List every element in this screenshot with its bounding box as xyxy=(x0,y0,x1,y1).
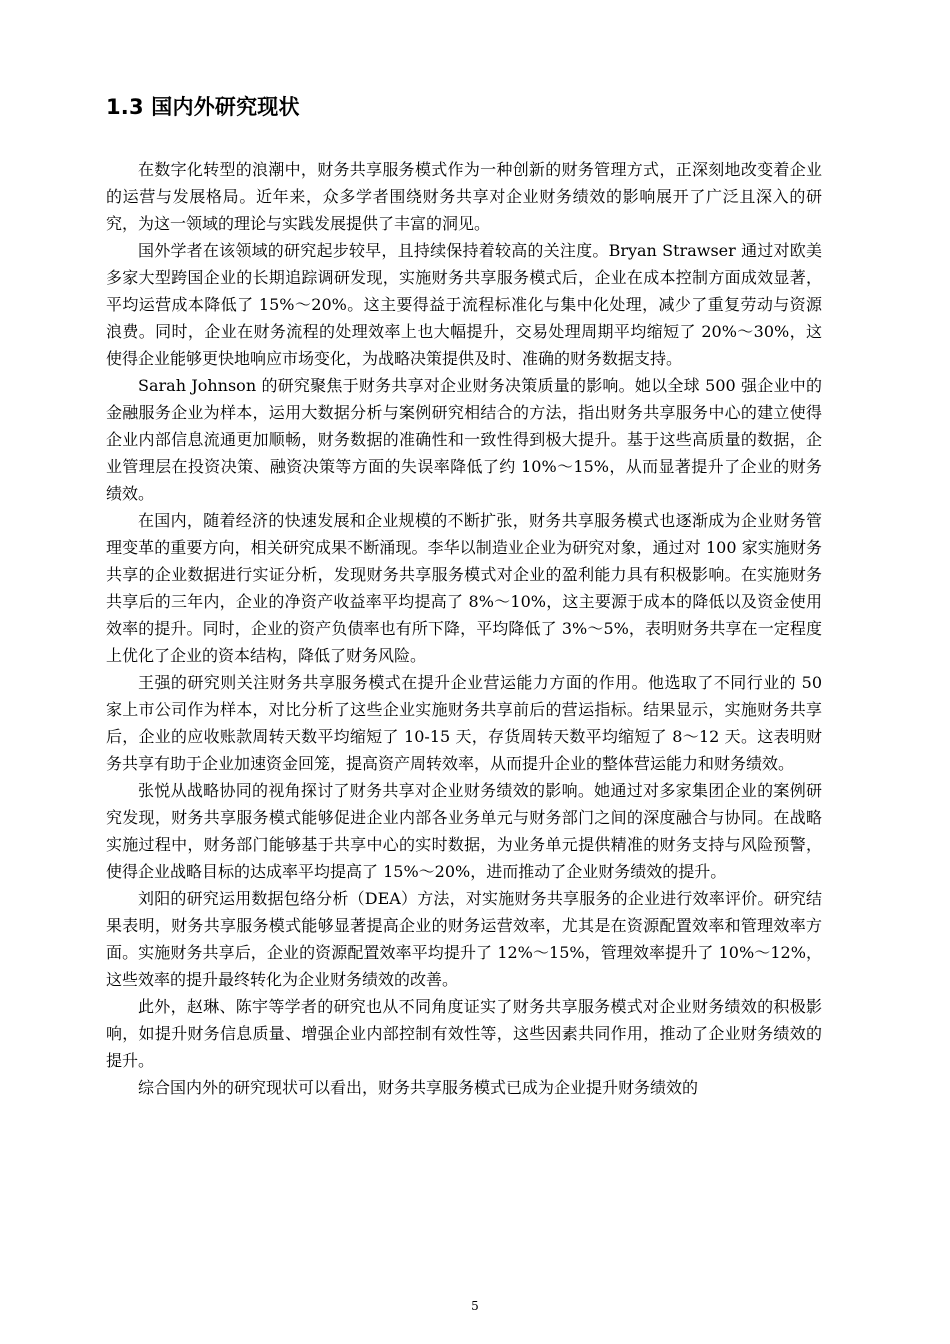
page-number: 5 xyxy=(471,1299,479,1313)
paragraph-summary: 综合国内外的研究现状可以看出，财务共享服务模式已成为企业提升财务绩效的 xyxy=(138,1078,699,1097)
paragraph-domestic-research: 在国内，随着经济的快速发展和企业规模的不断扩张，财务共享服务模式也逐渐成为企业财务管理变革的重要方向，相关研究成果不断涌现。李华以制造业企业为研究对象，通过对 100 家实施财务共享的企业数据进行实证分析，发现财务共享服务模式对企业的盈利能力具有积极影响。在实施财务共享后的三年内，企业的净资产收益率平均提高了 8%～10%，这主要源于成本的降低以及资金使用效率的提升。同时，企业的资产负债率也有所下降，平均降低了 3%～5%，表明财务共享在一定程度上优化了企业的资本结构，降低了财务风险。 xyxy=(106,511,822,665)
paragraph-liu-yang: 刘阳的研究运用数据包络分析（DEA）方法，对实施财务共享服务的企业进行效率评价。研究结果表明，财务共享服务模式能够显著提高企业的财务运营效率，尤其是在资源配置效率和管理效率方面。实施财务共享后，企业的资源配置效率平均提升了 12%～15%，管理效率提升了 10%～12%，这些效率的提升最终转化为企业财务绩效的改善。 xyxy=(106,889,822,989)
section-heading: 1.3 国内外研究现状 xyxy=(106,95,300,119)
body-text xyxy=(106,156,822,1101)
paragraph-zhang-yue: 张悦从战略协同的视角探讨了财务共享对企业财务绩效的影响。她通过对多家集团企业的案例研究发现，财务共享服务模式能够促进企业内部各业务单元与财务部门之间的深度融合与协同。在战略实施过程中，财务部门能够基于共享中心的实时数据，为业务单元提供精准的财务支持与风险预警，使得企业战略目标的达成率平均提高了 15%～20%，进而推动了企业财务绩效的提升。 xyxy=(106,781,822,881)
paragraph-wang-qiang: 王强的研究则关注财务共享服务模式在提升企业营运能力方面的作用。他选取了不同行业的 50 家上市公司作为样本，对比分析了这些企业实施财务共享前后的营运指标。结果显示，实施财务共享后，企业的应收账款周转天数平均缩短了 10-15 天，存货周转天数平均缩短了 8～12 天。这表明财务共享有助于企业加速资金回笼，提高资产周转效率，从而提升企业的整体营运能力和财务绩效。 xyxy=(106,673,822,773)
paragraph-intro: 在数字化转型的浪潮中，财务共享服务模式作为一种创新的财务管理方式，正深刻地改变着企业的运营与发展格局。近年来，众多学者围绕财务共享对企业财务绩效的影响展开了广泛且深入的研究，为这一领域的理论与实践发展提供了丰富的洞见。 xyxy=(106,160,822,233)
paragraph-other-scholars: 此外，赵琳、陈宇等学者的研究也从不同角度证实了财务共享服务模式对企业财务绩效的积极影响，如提升财务信息质量、增强企业内部控制有效性等，这些因素共同作用，推动了企业财务绩效的提升。 xyxy=(106,997,822,1070)
paragraph-foreign-research: 国外学者在该领域的研究起步较早，且持续保持着较高的关注度。Bryan Strawser 通过对欧美多家大型跨国企业的长期追踪调研发现，实施财务共享服务模式后，企业在成本控制方面成效显著，平均运营成本降低了 15%～20%。这主要得益于流程标准化与集中化处理，减少了重复劳动与资源浪费。同时，企业在财务流程的处理效率上也大幅提升，交易处理周期平均缩短了 20%～30%，这使得企业能够更快地响应市场变化，为战略决策提供及时、准确的财务数据支持。 xyxy=(106,241,822,368)
paragraph-sarah-johnson: Sarah Johnson 的研究聚焦于财务共享对企业财务决策质量的影响。她以全球 500 强企业中的金融服务企业为样本，运用大数据分析与案例研究相结合的方法，指出财务共享服务中心的建立使得企业内部信息流通更加顺畅，财务数据的准确性和一致性得到极大提升。基于这些高质量的数据，企业管理层在投资决策、融资决策等方面的失误率降低了约 10%～15%，从而显著提升了企业的财务绩效。 xyxy=(106,376,822,503)
